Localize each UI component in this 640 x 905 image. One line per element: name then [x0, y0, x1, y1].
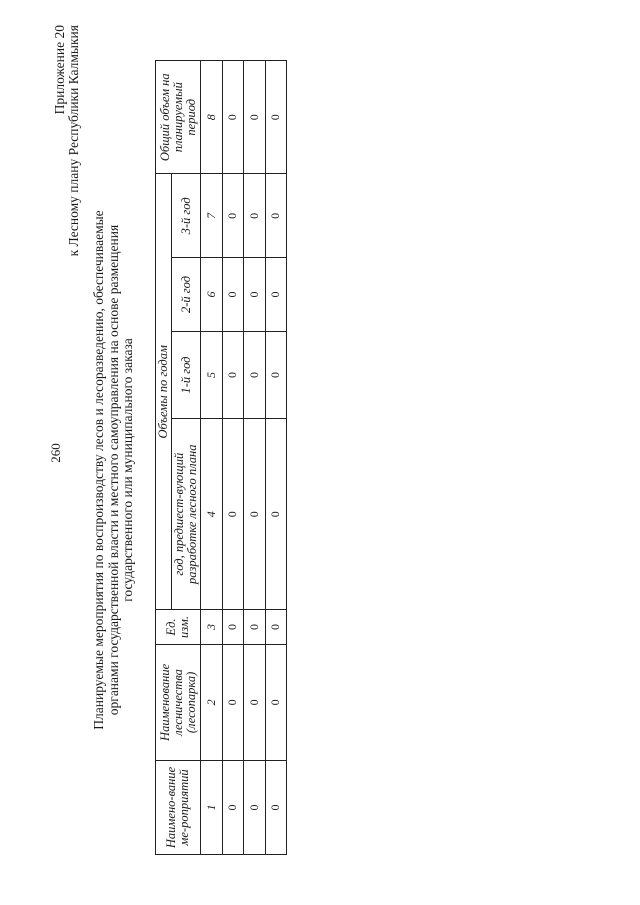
table-cell: 0 [265, 331, 287, 419]
measures-table [155, 60, 287, 855]
title-line-1: Планируемые мероприятия по воспроизводству лесов и лесоразведению, обеспечиваемые [91, 210, 106, 730]
header-year-3: 3-й год [172, 174, 201, 258]
table-row [265, 61, 287, 855]
table-cell: 0 [265, 258, 287, 331]
header-volumes-by-year: Объемы по годам [156, 174, 172, 610]
table-cell: 0 [222, 760, 244, 854]
table-cell: 0 [244, 419, 266, 610]
table-row [222, 61, 244, 855]
table-cell: 0 [265, 610, 287, 645]
header-year-2: 2-й год [172, 258, 201, 331]
column-number-row [201, 61, 223, 855]
column-number: 5 [201, 331, 223, 419]
appendix-line-1: Приложение 20 [52, 25, 67, 115]
appendix-heading [53, 25, 81, 265]
table-cell: 0 [244, 174, 266, 258]
header-year-before-plan: год, предшест-вующий разработке лесного плана [172, 419, 201, 610]
column-number: 3 [201, 610, 223, 645]
table-cell: 0 [265, 61, 287, 174]
table-cell: 0 [222, 644, 244, 760]
table-cell: 0 [222, 610, 244, 645]
header-total-volume: Общий объем на планируемый период [156, 61, 201, 174]
appendix-line-2: к Лесному плану Республики Калмыкия [66, 25, 81, 257]
column-number: 4 [201, 419, 223, 610]
page-number: 260 [48, 443, 63, 463]
table-cell: 0 [244, 610, 266, 645]
table-cell: 0 [222, 419, 244, 610]
table-cell: 0 [265, 760, 287, 854]
table-cell: 0 [244, 61, 266, 174]
table-cell: 0 [265, 174, 287, 258]
document-title [92, 125, 136, 815]
header-year-1: 1-й год [172, 331, 201, 419]
table-cell: 0 [222, 174, 244, 258]
column-number: 2 [201, 644, 223, 760]
table-cell: 0 [244, 331, 266, 419]
title-line-2: органами государственной власти и местного самоуправления на основе размещения [105, 224, 121, 716]
column-number: 6 [201, 258, 223, 331]
column-number: 1 [201, 760, 223, 854]
table-cell: 0 [244, 760, 266, 854]
table-cell: 0 [222, 258, 244, 331]
table-cell: 0 [244, 644, 266, 760]
title-line-3: государственного или муниципального заказа [120, 338, 135, 602]
table-cell: 0 [222, 61, 244, 174]
header-forestry-name: Наименование лесничества (лесопарка) [156, 644, 201, 760]
table-cell: 0 [222, 331, 244, 419]
header-measures-name: Наимено-вание ме-роприятий [156, 760, 201, 854]
table-cell: 0 [265, 644, 287, 760]
column-number: 7 [201, 174, 223, 258]
table-row [244, 61, 266, 855]
table-cell: 0 [244, 258, 266, 331]
column-number: 8 [201, 61, 223, 174]
table-cell: 0 [265, 419, 287, 610]
header-unit: Ед. изм. [156, 610, 201, 645]
